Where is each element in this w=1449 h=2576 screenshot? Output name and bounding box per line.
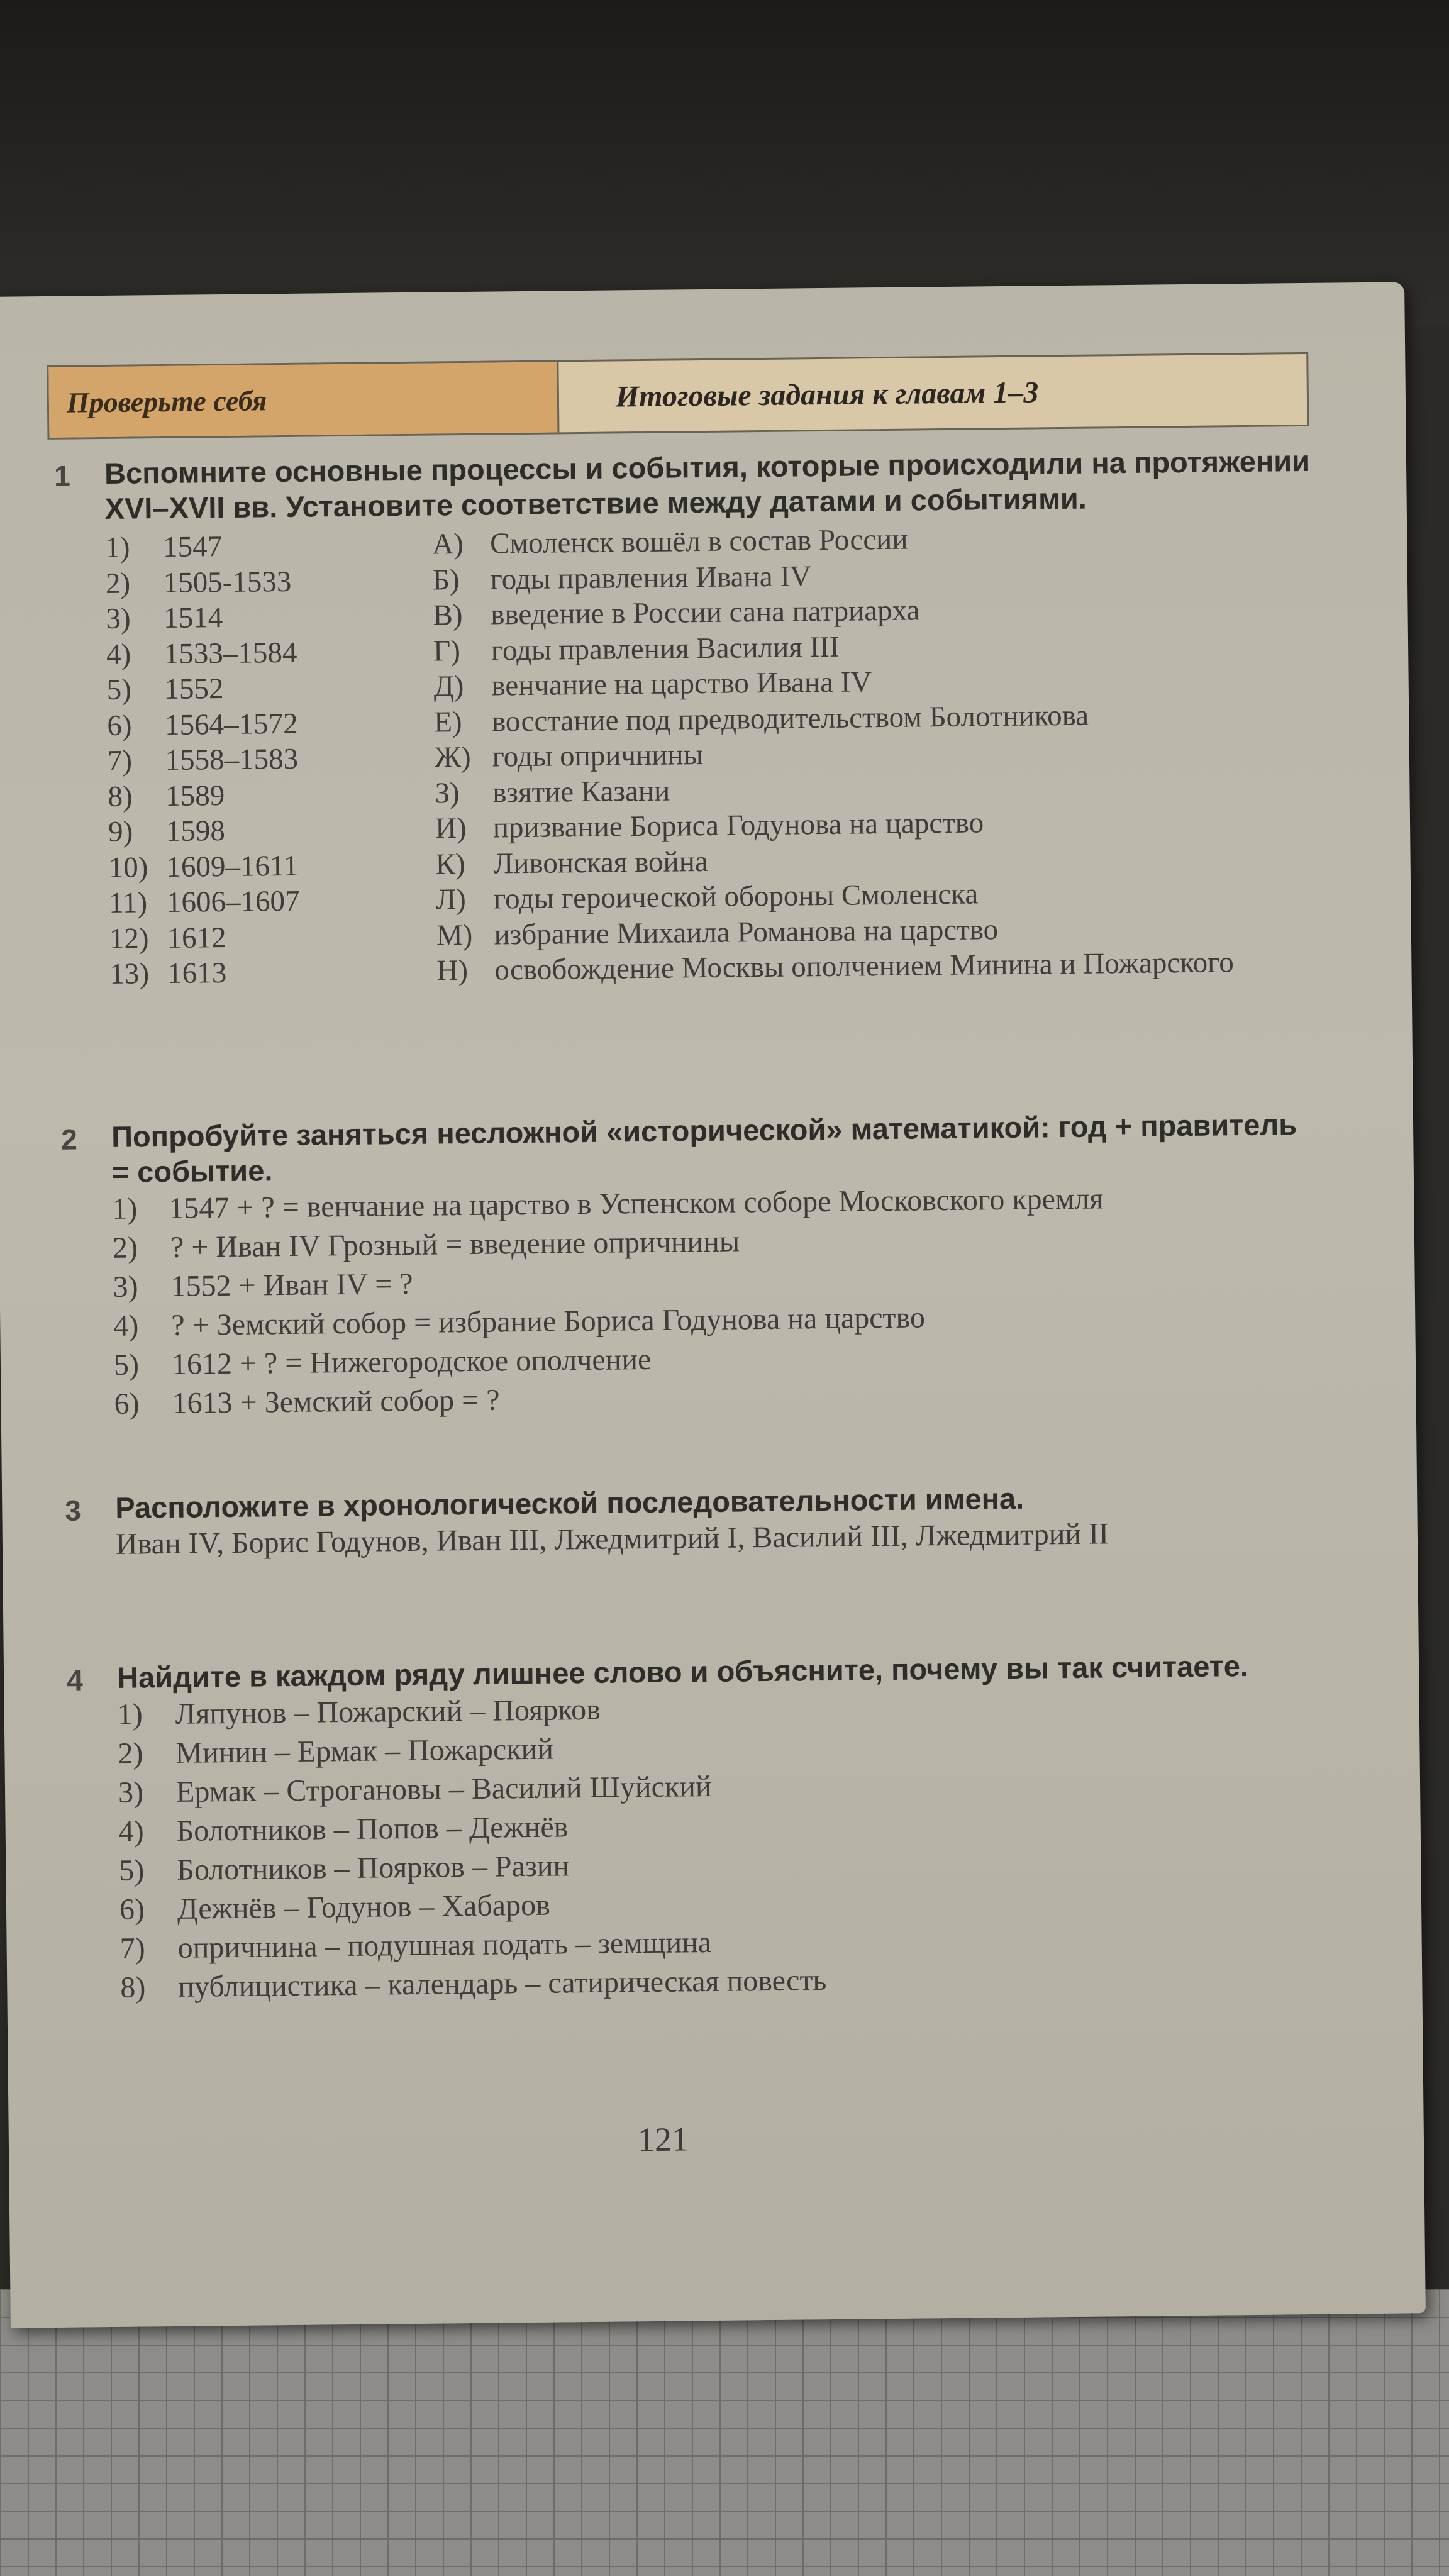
events-column [432,518,1318,989]
list-item: 4) Болотников – Попов – Дежнёв [118,1810,569,1848]
list-item: 2) ? + Иван IV Грозный = введение опричнины [112,1224,740,1265]
task-number: 3 [65,1494,82,1527]
date-item: 5) 1552 [106,672,224,706]
task-2-list [112,1177,1322,1424]
task-number: 2 [60,1123,78,1156]
date-item: 9) 1598 [108,814,226,848]
date-item: 3) 1514 [106,601,223,635]
header-section-label: Проверьте себя [48,362,559,437]
dark-background [0,0,1449,327]
page-header [47,352,1309,440]
date-item: 11) 1606–1607 [108,884,300,919]
list-item: 6) Дежнёв – Годунов – Хабаров [119,1888,550,1926]
list-item: 6) 1613 + Земский собор = ? [114,1383,500,1421]
list-item: 2) Минин – Ермак – Пожарский [118,1732,554,1770]
task-4-list [117,1683,1328,2007]
grid-paper-background [0,2289,1449,2576]
event-item: Л) годы героической обороны Смоленска [435,877,979,916]
event-item: Г) годы правления Василия III [433,630,840,668]
event-item: К) Ливонская война [435,845,708,880]
list-item: 3) Ермак – Строгановы – Василий Шуйский [118,1769,712,1809]
event-item: З) взятие Казани [435,774,670,809]
event-item: А) Смоленск вошёл в состав России [432,523,908,561]
task-number: 1 [53,459,71,492]
dates-column [105,527,437,992]
task-1 [54,443,1318,992]
event-item: И) призвание Бориса Годунова на царство [435,806,984,845]
list-item: 1) 1547 + ? = венчание на царство в Успенском соборе Московского кремля [112,1182,1104,1226]
task-title: Найдите в каждом ряду лишнее слово и объясните, почему вы так считаете. [116,1649,1249,1694]
list-item: 5) 1612 + ? = Нижегородское ополчение [113,1342,652,1382]
date-item: 12) 1612 [109,921,226,955]
task-title: Вспомните основные процессы и события, которые происходили на протяжении XVI–XVII вв. Установите соответствие между датами и событиями. [104,443,1311,525]
list-item: 8) публицистика – календарь – сатирическая повесть [120,1963,827,2004]
header-title: Итоговые задания к главам 1–3 [615,375,1039,413]
date-item: 2) 1505-1533 [105,565,292,600]
date-item: 4) 1533–1584 [106,636,297,671]
task-text: Иван IV, Борис Годунов, Иван III, Лжедмитрий I, Василий III, Лжедмитрий II [115,1517,1109,1561]
event-item: Ж) годы опричнины [434,738,704,774]
list-item: 1) Ляпунов – Пожарский – Поярков [117,1692,601,1731]
date-item: 1) 1547 [105,530,223,564]
list-item: 7) опричнина – подушная подать – земщина [119,1925,712,1965]
task-3 [65,1478,1323,1564]
event-item: В) введение в России сана патриарха [433,594,920,632]
date-item: 7) 1558–1583 [107,742,299,777]
task-number: 4 [66,1663,84,1697]
date-item: 6) 1564–1572 [107,707,298,742]
event-item: Д) венчание на царство Ивана IV [433,665,872,703]
list-item: 4) ? + Земский собор = избрание Бориса Годунова на царство [113,1301,926,1343]
matching-columns [105,518,1318,992]
task-title: Попробуйте заняться несложной «исторической» математикой: год + правитель = событие. [111,1108,1297,1189]
task-2 [61,1107,1322,1424]
date-item: 8) 1589 [108,779,225,813]
list-item: 5) Болотников – Поярков – Разин [119,1849,570,1887]
event-item: Е) восстание под предводительством Болотникова [433,699,1089,739]
event-item: Б) годы правления Ивана IV [432,559,812,597]
textbook-page [0,282,1426,2328]
task-4 [67,1648,1328,2008]
list-item: 3) 1552 + Иван IV = ? [113,1267,413,1304]
event-item: Н) освобождение Москвы ополчением Минина и Пожарского [436,946,1235,987]
date-item: 10) 1609–1611 [108,849,299,884]
task-title: Расположите в хронологической последовательности имена. [115,1481,1024,1524]
event-item: М) избрание Михаила Романова на царство [436,913,999,952]
date-item: 13) 1613 [109,956,227,991]
page-number: 121 [637,2120,689,2159]
